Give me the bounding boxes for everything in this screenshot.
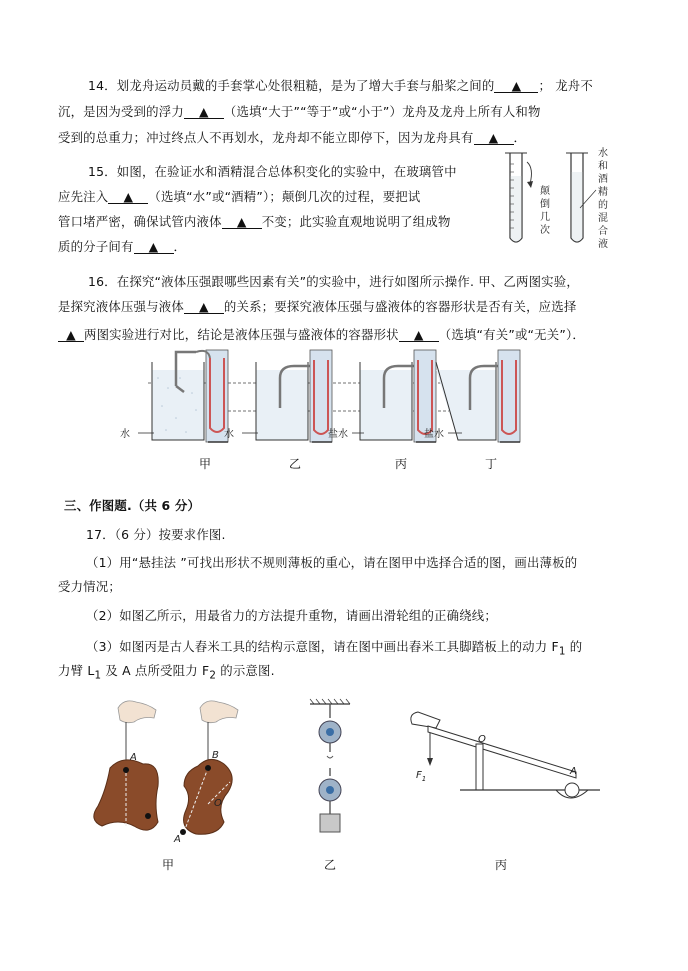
pestle-head: [411, 712, 440, 728]
q17-text: 的: [565, 639, 583, 654]
pulley-figure: [300, 696, 360, 846]
answer-blank[interactable]: ▲: [222, 215, 262, 229]
q14-text-1a: 14．划龙舟运动员戴的手套掌心处很粗糙，是为了增大手套与船桨之间的: [88, 78, 495, 93]
q17-text: （3）如图丙是古人舂米工具的结构示意图，请在图中画出舂米工具脚踏板上的动力 F: [86, 639, 559, 654]
lever-board: [428, 726, 576, 778]
test-tube-2: [566, 153, 596, 242]
q16-text-3a: 两图实验进行对比，结论是液体压强与盛液体的容器形状: [84, 327, 399, 342]
q16-line-2: [58, 297, 576, 315]
q16-line-1: 16．在探究“液体压强跟哪些因素有关”的实验中，进行如图所示操作. 甲、乙两图实验，: [88, 274, 579, 289]
q15-line-1: 15．如图，在验证水和酒精混合总体积变化的实验中，在玻璃管中: [88, 164, 457, 179]
figure-caption: 乙: [288, 457, 301, 471]
weight-block: [320, 814, 340, 832]
suspended-plates-figure: [88, 696, 263, 846]
q14-text-2a: 沉，是因为受到的浮力: [58, 104, 184, 119]
subscript: 2: [209, 669, 217, 682]
q17-title: 17．（6 分）按要求作图.: [86, 527, 226, 542]
answer-blank[interactable]: ▲: [494, 79, 538, 93]
tube-label-2-char: 的: [598, 200, 608, 211]
figure-caption: 甲: [198, 457, 211, 471]
tube-label-1-char: 颠: [540, 186, 550, 197]
figure-caption: 丁: [484, 457, 497, 471]
liquid-pressure-figure: [118, 348, 548, 448]
tube-label-1-char: 几: [540, 212, 550, 223]
figure-caption: 丙: [494, 858, 507, 872]
answer-blank[interactable]: ▲: [134, 240, 174, 254]
q15-line-4: [58, 237, 186, 255]
q17-text: 力臂 L: [58, 663, 95, 678]
answer-blank[interactable]: ▲: [474, 131, 514, 145]
liquid-label: 盐水: [328, 429, 348, 440]
figure-caption: 乙: [323, 858, 336, 872]
fulcrum-post: [476, 744, 483, 790]
tube-label-2-char: 混: [598, 213, 608, 224]
answer-blank[interactable]: ▲: [399, 328, 439, 342]
q17-text: 及 A 点所受阻力 F: [101, 663, 210, 678]
tube-label-2-char: 和: [598, 161, 608, 172]
q14-text-2b: （选填“大于”“等于”或“小于”）龙舟及龙舟上所有人和物: [223, 104, 541, 119]
lever-figure: [400, 706, 610, 816]
hand-icon: [200, 701, 238, 723]
liquid-label: 水: [120, 429, 130, 440]
section-heading: 三、作图题.（共 6 分）: [64, 498, 201, 513]
tube-label-2-char: 液: [598, 239, 608, 250]
answer-blank[interactable]: ▲: [108, 190, 148, 204]
q14-line-1: [88, 76, 593, 94]
liquid-label: 水: [224, 429, 234, 440]
q16-text-2b: 的关系；要探究液体压强与盛液体的容器形状是否有关，应选择: [223, 299, 577, 314]
q16-line-3: [58, 325, 585, 343]
test-tube-1: [505, 153, 533, 242]
q14-text-1b: ； 龙舟不: [538, 78, 593, 93]
q15-line-2: [58, 187, 420, 205]
mortar-ball: [565, 783, 579, 797]
q14-line-3: [58, 128, 526, 146]
q15-text-4a: 质的分子间有: [58, 239, 134, 254]
q16-text-3b: （选填“有关”或“无关”）．: [438, 327, 585, 342]
setup-ding: [436, 350, 520, 442]
q17-part-2: （2）如图乙所示，用最省力的方法提升重物，请画出滑轮组的正确绕线；: [86, 608, 497, 623]
q15-text-4b: ．: [173, 239, 187, 254]
tube-label-2-char: 合: [598, 226, 608, 237]
point-label-b: B: [212, 750, 219, 761]
answer-blank[interactable]: ▲: [58, 328, 84, 342]
answer-blank[interactable]: ▲: [184, 105, 224, 119]
answer-blank[interactable]: ▲: [184, 300, 224, 314]
q17-part-3-line-1: [86, 637, 582, 657]
q15-text-3a: 管口堵严密，确保试管内液体: [58, 214, 222, 229]
q14-text-3b: ．: [513, 130, 527, 145]
tube-label-1-char: 倒: [540, 199, 550, 210]
q16-text-2a: 是探究液体压强与液体: [58, 299, 184, 314]
q17-part-1-line-1: （1）用“悬挂法 ”可找出形状不规则薄板的重心，请在图甲中选择合适的图，画出薄板的: [86, 555, 578, 570]
setup-jia: [152, 350, 228, 442]
hand-icon: [118, 701, 156, 723]
q17-text: 的示意图.: [216, 663, 275, 678]
figure-caption: 丙: [394, 457, 407, 471]
tube-label-2-char: 酒: [598, 174, 608, 185]
q14-text-3a: 受到的总重力；冲过终点人不再划水，龙舟却不能立即停下，因为龙舟具有: [58, 130, 474, 145]
q14-line-2: [58, 102, 541, 120]
q17-part-3-line-2: [58, 661, 275, 681]
tube-label-2-char: 水: [598, 148, 608, 159]
q15-text-3b: 不变；此实验直观地说明了组成物: [261, 214, 451, 229]
q15-text-2b: （选填“水”或“酒精”）；颠倒几次的过程，要把试: [148, 189, 421, 204]
point-label-a: A: [174, 834, 181, 845]
q17-part-1-line-2: 受力情况；: [58, 579, 121, 594]
tube-label-1-char: 次: [540, 225, 550, 236]
q15-line-3: [58, 212, 451, 230]
tube-label-2-char: 精: [598, 187, 608, 198]
force-label-f1: $F_1$: [416, 770, 427, 783]
point-label-o: O: [214, 798, 222, 809]
point-label-a: A: [570, 766, 577, 777]
figure-caption: 甲: [161, 858, 174, 872]
test-tube-figure: [500, 150, 620, 260]
subscript: 1: [94, 669, 102, 682]
subscript: 1: [558, 645, 566, 658]
setup-yi: [256, 350, 332, 442]
point-label-o: O: [478, 734, 486, 745]
point-label-a: A: [130, 752, 137, 763]
q15-text-2a: 应先注入: [58, 189, 109, 204]
liquid-label: 盐水: [424, 429, 444, 440]
